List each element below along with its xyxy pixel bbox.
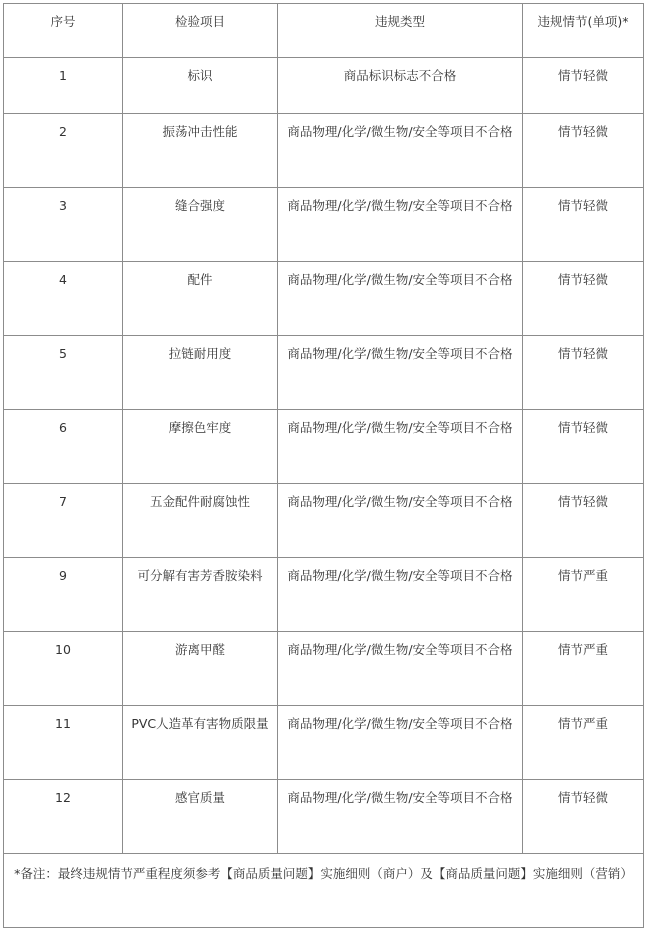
cell-serial-number: 2 (4, 114, 123, 188)
cell-inspection-item: 游离甲醛 (123, 632, 278, 706)
cell-inspection-item: 感官质量 (123, 780, 278, 854)
cell-violation-type: 商品物理/化学/微生物/安全等项目不合格 (278, 706, 523, 780)
table-row (4, 336, 644, 410)
cell-violation-type: 商品物理/化学/微生物/安全等项目不合格 (278, 558, 523, 632)
cell-violation-type: 商品物理/化学/微生物/安全等项目不合格 (278, 484, 523, 558)
cell-inspection-item: 缝合强度 (123, 188, 278, 262)
table-row (4, 114, 644, 188)
table-row (4, 558, 644, 632)
cell-inspection-item: 五金配件耐腐蚀性 (123, 484, 278, 558)
cell-violation-type: 商品物理/化学/微生物/安全等项目不合格 (278, 262, 523, 336)
cell-inspection-item: 可分解有害芳香胺染料 (123, 558, 278, 632)
table-note: *备注：最终违规情节严重程度须参考【商品质量问题】实施细则（商户）及【商品质量问题】实施细则（营销） (4, 854, 644, 928)
cell-serial-number: 6 (4, 410, 123, 484)
cell-inspection-item: 配件 (123, 262, 278, 336)
cell-serial-number: 1 (4, 58, 123, 114)
cell-serial-number: 11 (4, 706, 123, 780)
cell-violation-type: 商品物理/化学/微生物/安全等项目不合格 (278, 780, 523, 854)
table-header-row (4, 4, 644, 58)
header-violation-type: 违规类型 (278, 4, 523, 58)
table-row (4, 58, 644, 114)
cell-violation-severity: 情节轻微 (523, 336, 644, 410)
cell-violation-severity: 情节轻微 (523, 780, 644, 854)
cell-inspection-item: 摩擦色牢度 (123, 410, 278, 484)
cell-violation-type: 商品物理/化学/微生物/安全等项目不合格 (278, 336, 523, 410)
table-row (4, 484, 644, 558)
cell-serial-number: 10 (4, 632, 123, 706)
table-row (4, 706, 644, 780)
cell-serial-number: 3 (4, 188, 123, 262)
cell-serial-number: 9 (4, 558, 123, 632)
table-row (4, 410, 644, 484)
cell-inspection-item: 标识 (123, 58, 278, 114)
header-serial-number: 序号 (4, 4, 123, 58)
cell-violation-type: 商品标识标志不合格 (278, 58, 523, 114)
cell-serial-number: 5 (4, 336, 123, 410)
table-note-row (4, 854, 644, 928)
cell-inspection-item: 振荡冲击性能 (123, 114, 278, 188)
cell-violation-severity: 情节轻微 (523, 114, 644, 188)
table-row (4, 188, 644, 262)
cell-serial-number: 12 (4, 780, 123, 854)
cell-violation-severity: 情节轻微 (523, 484, 644, 558)
table-row (4, 780, 644, 854)
cell-violation-severity: 情节严重 (523, 558, 644, 632)
table-row (4, 262, 644, 336)
cell-inspection-item: 拉链耐用度 (123, 336, 278, 410)
inspection-table (3, 3, 644, 928)
cell-violation-type: 商品物理/化学/微生物/安全等项目不合格 (278, 188, 523, 262)
cell-violation-severity: 情节严重 (523, 632, 644, 706)
header-violation-severity: 违规情节(单项)* (523, 4, 644, 58)
cell-inspection-item: PVC人造革有害物质限量 (123, 706, 278, 780)
cell-serial-number: 7 (4, 484, 123, 558)
cell-serial-number: 4 (4, 262, 123, 336)
cell-violation-severity: 情节轻微 (523, 410, 644, 484)
cell-violation-severity: 情节轻微 (523, 262, 644, 336)
cell-violation-type: 商品物理/化学/微生物/安全等项目不合格 (278, 114, 523, 188)
cell-violation-severity: 情节轻微 (523, 188, 644, 262)
cell-violation-severity: 情节严重 (523, 706, 644, 780)
table-row (4, 632, 644, 706)
cell-violation-type: 商品物理/化学/微生物/安全等项目不合格 (278, 410, 523, 484)
header-inspection-item: 检验项目 (123, 4, 278, 58)
cell-violation-type: 商品物理/化学/微生物/安全等项目不合格 (278, 632, 523, 706)
cell-violation-severity: 情节轻微 (523, 58, 644, 114)
